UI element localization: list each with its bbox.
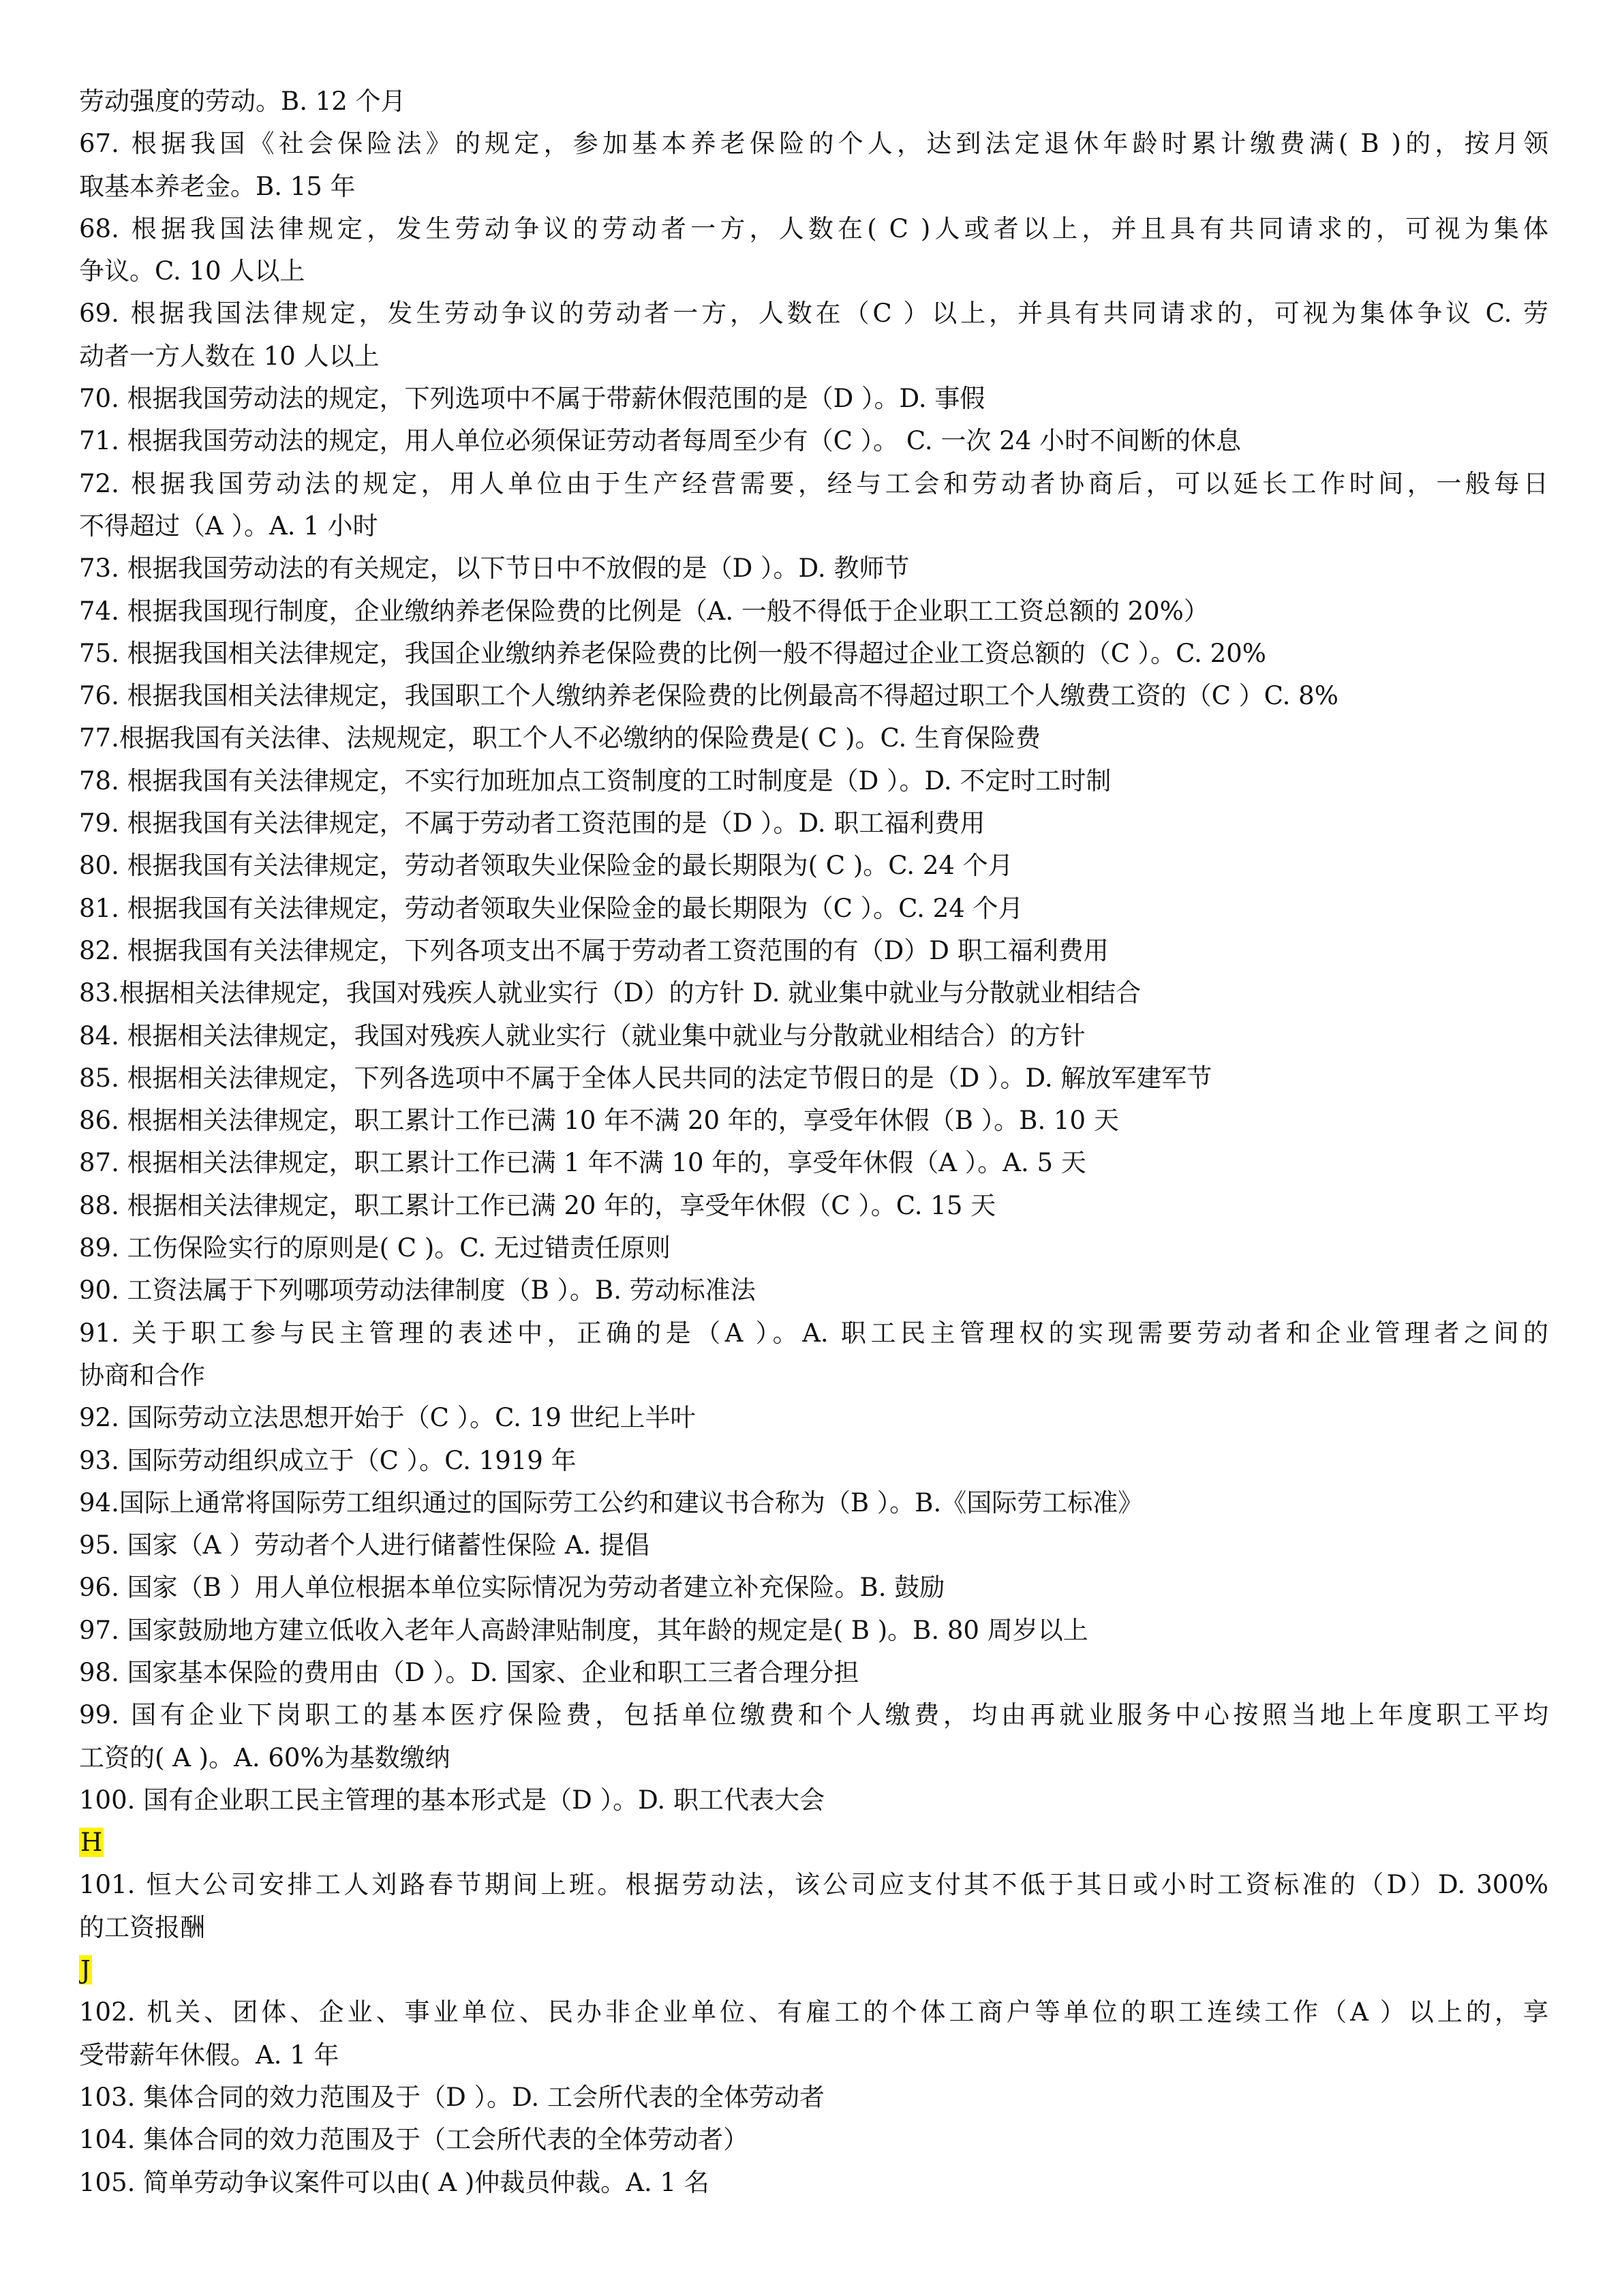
text-line: 67. 根据我国《社会保险法》的规定，参加基本养老保险的个人，达到法定退休年龄时累计缴费满( B )的，按月领 [79,129,1548,159]
text-line: 80. 根据我国有关法律规定，劳动者领取失业保险金的最长期限为( C )。C. 24 个月 [79,851,1013,881]
text-line: 94.国际上通常将国际劳工组织通过的国际劳工公约和建议书合称为（B ）。B.《国际劳工标准》 [79,1487,1144,1517]
text-line: 劳动强度的劳动。B. 12 个月 [79,87,406,116]
text-line: 98. 国家基本保险的费用由（D ）。D. 国家、企业和职工三者合理分担 [79,1657,859,1687]
text-line: 87. 根据相关法律规定，职工累计工作已满 1 年不满 10 年的，享受年休假（A ）。A. 5 天 [79,1148,1086,1178]
text-line: 82. 根据我国有关法律规定，下列各项支出不属于劳动者工资范围的有（D）D 职工福利费用 [79,935,1109,965]
text-line: 工资的( A )。A. 60%为基数缴纳 [79,1742,450,1772]
text-line: 动者一方人数在 10 人以上 [79,341,380,371]
text-line: 协商和合作 [79,1360,205,1390]
text-line: 99. 国有企业下岗职工的基本医疗保险费，包括单位缴费和个人缴费，均由再就业服务中心按照当地上年度职工平均 [79,1700,1548,1730]
text-line: 102. 机关、团体、企业、事业单位、民办非企业单位、有雇工的个体工商户等单位的职工连续工作（A ）以上的，享 [79,1997,1548,2027]
text-line: 取基本养老金。B. 15 年 [79,171,356,201]
section-letter-heading [79,1822,1548,1864]
text-line: 68. 根据我国法律规定，发生劳动争议的劳动者一方，人数在( C )人或者以上，并且具有共同请求的，可视为集体 [79,213,1548,243]
text-line: 103. 集体合同的效力范围及于（D ）。D. 工会所代表的全体劳动者 [79,2082,825,2112]
text-line: 争议。C. 10 人以上 [79,256,305,286]
text-line: 90. 工资法属于下列哪项劳动法律制度（B ）。B. 劳动标准法 [79,1275,756,1305]
text-line: 69. 根据我国法律规定，发生劳动争议的劳动者一方，人数在（C ）以上，并具有共同请求的，可视为集体争议 C. 劳 [79,299,1548,329]
text-line: 93. 国际劳动组织成立于（C ）。C. 1919 年 [79,1445,577,1475]
text-line: 89. 工伤保险实行的原则是( C )。C. 无过错责任原则 [79,1233,671,1263]
text-line: 97. 国家鼓励地方建立低收入老年人高龄津贴制度，其年龄的规定是( B )。B. 80 周岁以上 [79,1615,1088,1645]
text-line: 91. 关于职工参与民主管理的表述中，正确的是（A ）。A. 职工民主管理权的实现需要劳动者和企业管理者之间的 [79,1318,1548,1348]
text-line: 73. 根据我国劳动法的有关规定，以下节日中不放假的是（D ）。D. 教师节 [79,554,910,584]
section-letter-heading [79,1949,1548,1991]
text-line: 75. 根据我国相关法律规定，我国企业缴纳养老保险费的比例一般不得超过企业工资总额的（C ）。C. 20% [79,638,1266,668]
highlighted-letter: H [80,1828,103,1858]
text-line: 72. 根据我国劳动法的规定，用人单位由于生产经营需要，经与工会和劳动者协商后，可以延长工作时间，一般每日 [79,468,1548,498]
text-line: 84. 根据相关法律规定，我国对残疾人就业实行（就业集中就业与分散就业相结合）的方针 [79,1021,1086,1051]
text-line: 96. 国家（B ）用人单位根据本单位实际情况为劳动者建立补充保险。B. 鼓励 [79,1573,945,1603]
highlighted-letter: J [80,1955,91,1985]
text-line: 88. 根据相关法律规定，职工累计工作已满 20 年的，享受年休假（C ）。C. 15 天 [79,1190,996,1220]
text-line: 85. 根据相关法律规定，下列各选项中不属于全体人民共同的法定节假日的是（D ）。D. 解放军建军节 [79,1063,1212,1093]
text-line: 71. 根据我国劳动法的规定，用人单位必须保证劳动者每周至少有（C ）。 C. 一次 24 小时不间断的休息 [79,426,1242,456]
text-line: 105. 简单劳动争议案件可以由( A )仲裁员仲裁。A. 1 名 [79,2167,709,2197]
text-line: 的工资报酬 [79,1912,205,1942]
text-line: 77.根据我国有关法律、法规规定，职工个人不必缴纳的保险费是( C )。C. 生育保险费 [79,723,1041,753]
text-line: 86. 根据相关法律规定，职工累计工作已满 10 年不满 20 年的，享受年休假（B ）。B. 10 天 [79,1106,1119,1136]
text-line: 100. 国有企业职工民主管理的基本形式是（D ）。D. 职工代表大会 [79,1785,825,1815]
text-line: 不得超过（A ）。A. 1 小时 [79,511,378,541]
document-body [79,80,1548,2204]
text-line: 92. 国际劳动立法思想开始于（C ）。C. 19 世纪上半叶 [79,1403,696,1433]
text-line: 95. 国家（A ）劳动者个人进行储蓄性保险 A. 提倡 [79,1530,650,1560]
text-line: 78. 根据我国有关法律规定，不实行加班加点工资制度的工时制度是（D ）。D. 不定时工时制 [79,766,1112,796]
text-line: 104. 集体合同的效力范围及于（工会所代表的全体劳动者） [79,2125,749,2155]
text-line: 70. 根据我国劳动法的规定，下列选项中不属于带薪休假范围的是（D ）。D. 事假 [79,384,985,414]
text-line: 受带薪年休假。A. 1 年 [79,2040,339,2070]
text-line: 74. 根据我国现行制度，企业缴纳养老保险费的比例是（A. 一般不得低于企业职工工资总额的 20%） [79,596,1209,626]
text-line: 101. 恒大公司安排工人刘路春节期间上班。根据劳动法，该公司应支付其不低于其日或小时工资标准的（D）D. 300% [79,1870,1548,1900]
text-line: 76. 根据我国相关法律规定，我国职工个人缴纳养老保险费的比例最高不得超过职工个人缴费工资的（C ）C. 8% [79,681,1338,711]
text-line: 81. 根据我国有关法律规定，劳动者领取失业保险金的最长期限为（C ）。C. 24 个月 [79,893,1024,923]
text-line: 83.根据相关法律规定，我国对残疾人就业实行（D）的方针 D. 就业集中就业与分散就业相结合 [79,978,1142,1008]
text-line: 79. 根据我国有关法律规定，不属于劳动者工资范围的是（D ）。D. 职工福利费用 [79,809,985,839]
